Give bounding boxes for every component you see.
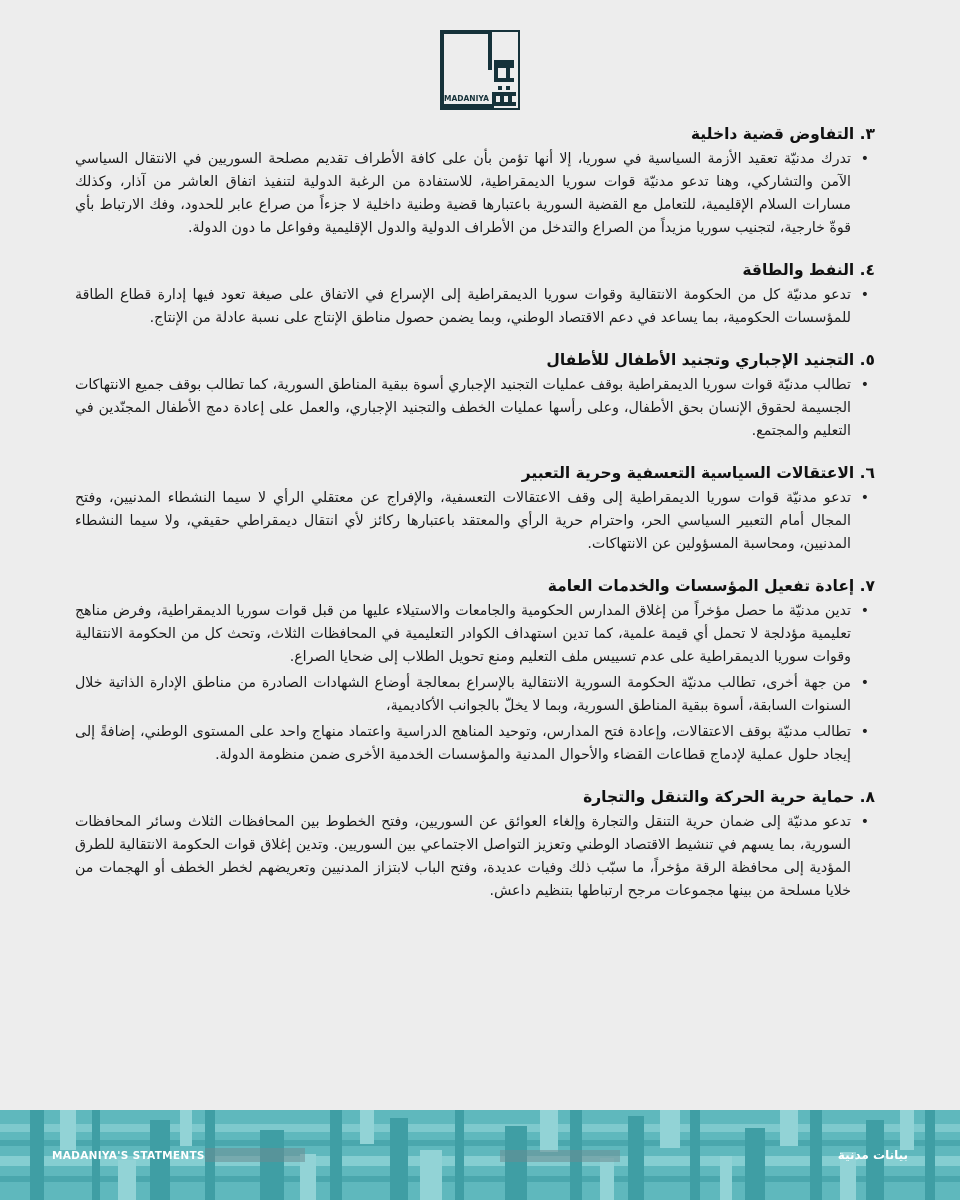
bullet-list	[75, 374, 875, 443]
section-heading: ٤. النفط والطاقة	[742, 261, 875, 279]
bullet-list	[75, 284, 875, 330]
footer-right-label: بيانات مدنية	[837, 1148, 908, 1162]
section-negotiation	[75, 122, 875, 240]
section-heading: ٧. إعادة تفعيل المؤسسات والخدمات العامة	[547, 577, 875, 595]
section-heading: ٣. التفاوض قضية داخلية	[690, 125, 875, 143]
bullet-item: • من جهة أخرى، تطالب مدنيّة الحكومة السورية الانتقالية بالإسراع بمعالجة أوضاع الشهادات الصادرة من مناطق الإدارة الذاتية خلال السنوات السابقة، أسوة ببقية المناطق السورية، وبما لا يخلّ بالجوانب الأكاديمية،	[75, 672, 851, 718]
statement-body	[75, 122, 875, 921]
bullet-item: • تطالب مدنيّة بوقف الاعتقالات، وإعادة فتح المدارس، وتوحيد المناهج الدراسية واعتماد منهاج واحد على المستوى الوطني، إضافةً إلى إيجاد حلول عملية لإدماج قطاعات القضاء والأحوال المدنية والمؤسسات الخدمية الأخرى ضمن منظومة الدولة.	[75, 721, 851, 767]
logo-brand-text: MADANIYA	[444, 94, 489, 103]
section-oil-energy	[75, 258, 875, 330]
section-detentions	[75, 461, 875, 556]
madaniya-logo	[440, 30, 520, 110]
bullet-list	[75, 148, 875, 240]
logo-mark-text	[520, 30, 521, 31]
section-public-services	[75, 574, 875, 767]
logo-mark-icon	[440, 30, 520, 110]
bullet-list	[75, 487, 875, 556]
bullet-item: • تطالب مدنيّة قوات سوريا الديمقراطية بوقف عمليات التجنيد الإجباري أسوة ببقية المناطق السورية، كما تطالب بوقف جميع الانتهاكات الجسيمة لحقوق الإنسان بحق الأطفال، وعلى رأسها عمليات الخطف والتجنيد الإجباري، والعمل على إعادة دمج الأطفال المجنّدين في التعليم والمجتمع.	[75, 374, 851, 443]
footer-left-label: MADANIYA'S STATMENTS	[52, 1150, 205, 1162]
bullet-item: • تدين مدنيّة ما حصل مؤخراً من إغلاق المدارس الحكومية والجامعات والاستيلاء عليها من قبل قوات سوريا الديمقراطية، وفرض مناهج تعليمية مؤدلجة لا تحمل أي قيمة علمية، كما تدين استهداف الكوادر التعليمية في المحافظات الثلاث، وتحث كل من الحكومة الانتقالية وقوات سوريا الديمقراطية على عدم تسييس ملف التعليم ومنع تحويل الطلاب إلى ضحايا الصراع.	[75, 600, 851, 669]
bullet-item: • تدعو مدنيّة قوات سوريا الديمقراطية إلى وقف الاعتقالات التعسفية، والإفراج عن معتقلي الرأي لا سيما النشطاء المدنيين، وفتح المجال أمام التعبير السياسي الحر، واحترام حرية الرأي والمعتقد باعتبارها ركائز لأي انتقال ديمقراطي حقيقي، ولا سيما النشطاء المدنيين، ومحاسبة المسؤولين عن الانتهاكات.	[75, 487, 851, 556]
section-heading: ٥. التجنيد الإجباري وتجنيد الأطفال للأطفال	[546, 351, 875, 369]
section-conscription	[75, 348, 875, 443]
bullet-item: • تدعو مدنيّة إلى ضمان حرية التنقل والتجارة وإلغاء العوائق عن السوريين، وفتح الخطوط بين المحافظات الثلاث وسائر المحافظات السورية، بما يسهم في تنشيط الاقتصاد الوطني وتعزيز التواصل الاجتماعي بين السوريين. وتدين إغلاق قوات الحكومة الانتقالية للطرق المؤدية إلى محافظة الرقة مؤخراً، ما سبّب ذلك وفيات عديدة، وفتح الباب لابتزاز المدنيين وتعريضهم لخطر الخطف أو الهجمات من خلايا مسلحة من بينها مجموعات مرجح ارتباطها بتنظيم داعش.	[75, 811, 851, 903]
bullet-list	[75, 811, 875, 903]
section-heading: ٨. حماية حرية الحركة والتنقل والتجارة	[583, 788, 875, 806]
section-heading: ٦. الاعتقالات السياسية التعسفية وحرية التعبير	[521, 464, 875, 482]
bullet-item: • تدرك مدنيّة تعقيد الأزمة السياسية في سوريا، إلا أنها تؤمن بأن على كافة الأطراف تقديم مصلحة السوريين في الانتقال السياسي الآمن والتشاركي، وهنا تدعو مدنيّة قوات سوريا الديمقراطية، للاستفادة من الرغبة الدولية لتنفيذ اتفاق العاشر من آذار، وكذلك مسارات السلام الإقليمية، للتعامل مع القضية السورية باعتبارها قضية وطنية داخلية لا جزءاً من صراع عابر للحدود، وفك الارتباط بأي قوةّ خارجية، لتجنيب سوريا مزيداً من الصراع والتدخل من الأطراف الدولية والدول الإقليمية وفواعل ما دون الدولة.	[75, 148, 851, 240]
bullet-item: • تدعو مدنيّة كل من الحكومة الانتقالية وقوات سوريا الديمقراطية إلى الإسراع في الاتفاق على صيغة تعود فيها إدارة قطاع الطاقة للمؤسسات الحكومية، بما يساعد في دعم الاقتصاد الوطني، وبما يضمن حصول مناطق الإنتاج على نسبة عادلة من الإنتاج.	[75, 284, 851, 330]
bullet-list	[75, 600, 875, 767]
section-freedom-of-movement	[75, 785, 875, 903]
